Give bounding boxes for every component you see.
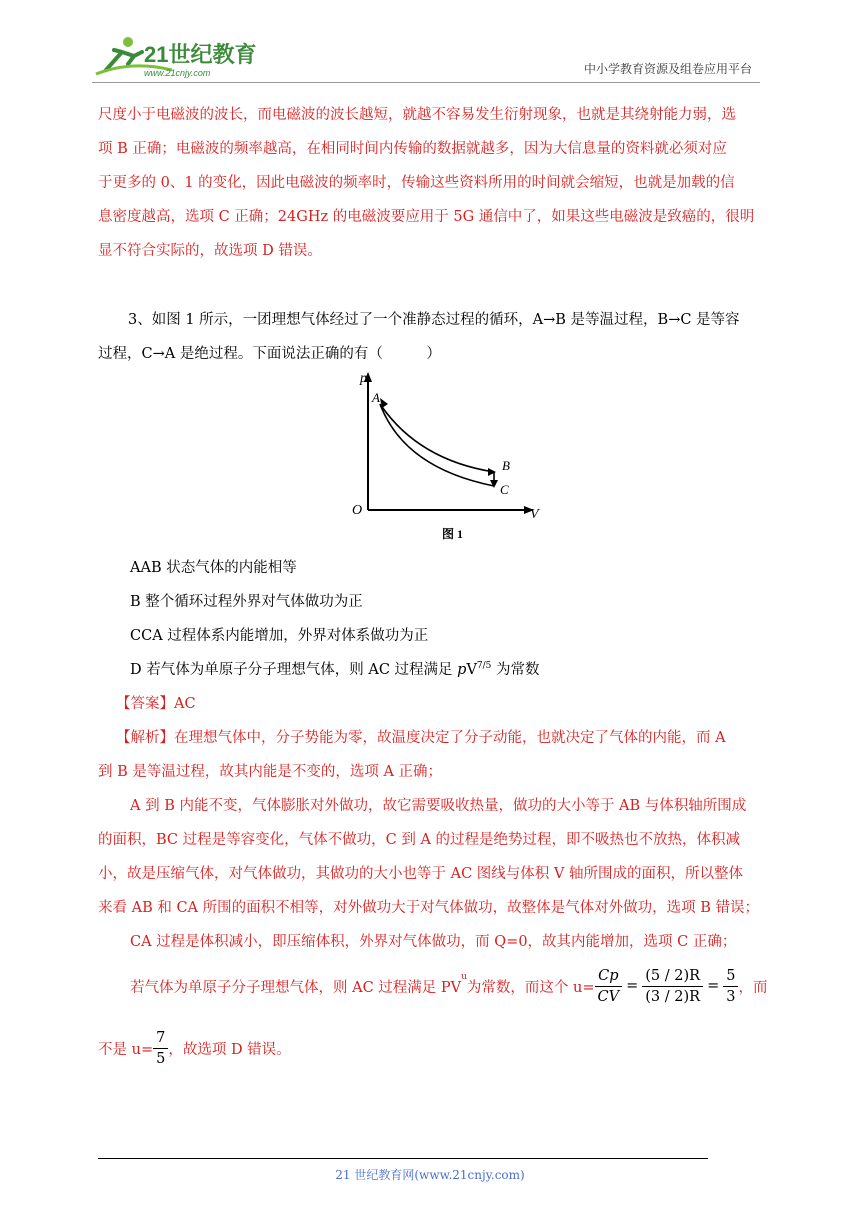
- logo-text: 21世纪教育: [144, 42, 257, 67]
- figure-caption: 图 1: [442, 527, 464, 541]
- fraction-7-5: [153, 1028, 168, 1069]
- analysis-label: 【解析】: [116, 730, 174, 746]
- frac-r-num: (5 / 2)R: [642, 966, 703, 987]
- prev-line: 尺度小于电磁波的波长，而电磁波的波长越短，就越不容易发生衍射现象，也就是其绕射能力弱，选: [98, 107, 736, 123]
- p4-prefix: 若气体为单原子分子理想气体，则 AC 过程满足 PV: [130, 979, 462, 996]
- p4-suffix: ，而: [738, 979, 768, 996]
- analysis-p5: [98, 1024, 291, 1072]
- option-d-prefix: D 若气体为单原子分子理想气体，则 AC 过程满足: [130, 662, 458, 678]
- point-b-label: B: [502, 458, 510, 473]
- footer-divider: [98, 1158, 708, 1159]
- site-logo: [92, 30, 267, 82]
- option-d: [130, 658, 540, 679]
- analysis-p2-line: 小，故是压缩气体，对气体做功，其做功的大小也等于 AC 图线与体积 V 轴所围成的面积，所以整体: [98, 866, 743, 882]
- fraction-r: [642, 966, 703, 1007]
- analysis-p4: [130, 962, 767, 1010]
- option-d-exponent: 7/5: [476, 661, 492, 672]
- frac-5b: 5: [156, 1050, 166, 1067]
- p4-mid: 为常数，而这个 u=: [466, 979, 595, 996]
- analysis-p2-line: 来看 AB 和 CA 所围的面积不相等，对外做功大于对气体做功，故整体是气体对外做功，选项 B 错误；: [98, 900, 759, 916]
- fraction-5-3: [723, 966, 738, 1007]
- prev-line: 于更多的 0、1 的变化，因此电磁波的频率时，传输这些资料所用的时间就会缩短，也就是加载的信: [98, 175, 735, 191]
- frac-r-den: (3 / 2)R: [645, 988, 701, 1005]
- option-a: AAB 状态气体的内能相等: [130, 560, 297, 576]
- question-line-1: 3、如图 1 所示，一团理想气体经过了一个准静态过程的循环，A→B 是等温过程，B→C 是等容: [128, 312, 740, 328]
- prev-line: 项 B 正确；电磁波的频率越高，在相同时间内传输的数据就越多，因为大信息量的资料就必须对应: [98, 141, 727, 157]
- header-platform-name: 中小学教育资源及组卷应用平台: [583, 62, 752, 76]
- frac-3: 3: [726, 988, 736, 1005]
- answer-value: AC: [174, 696, 196, 712]
- answer: [116, 692, 196, 713]
- logo-url: www.21cnjy.com: [144, 68, 211, 78]
- prev-line: 显不符合实际的，故选项 D 错误。: [98, 243, 322, 259]
- pv-diagram: [330, 360, 550, 550]
- equals-sign-2: =: [707, 978, 720, 994]
- header-divider: [92, 82, 760, 83]
- answer-label: 【答案】: [116, 696, 174, 712]
- prev-explanation: [98, 98, 762, 268]
- point-a-label: A: [372, 390, 380, 405]
- point-c-label: C: [500, 482, 509, 497]
- p5-suffix: ，故选项 D 错误。: [168, 1041, 291, 1058]
- analysis-line-1: [116, 726, 726, 747]
- p4-exponent: u: [461, 972, 467, 982]
- frac-cp: Cp: [595, 966, 623, 987]
- y-axis-label: p: [360, 371, 367, 386]
- origin-label: O: [352, 503, 363, 518]
- frac-5: 5: [723, 966, 738, 987]
- analysis-p1: 在理想气体中，分子势能为零，故温度决定了分子动能，也就决定了气体的内能，而 A: [174, 730, 726, 746]
- analysis-p2-line: 的面积，BC 过程是等容变化，气体不做功，C 到 A 的过程是绝势过程，即不吸热也不放热，体积减: [98, 832, 741, 848]
- analysis-p3: CA 过程是体积减小，即压缩体积，外界对气体做功，而 Q=0，故其内能增加，选项 C 正确；: [130, 934, 737, 950]
- option-d-suffix: 为常数: [491, 662, 540, 678]
- frac-cv: CV: [597, 988, 620, 1005]
- fraction-cp-cv: [595, 966, 623, 1007]
- equals-sign-1: =: [626, 978, 639, 994]
- footer-link[interactable]: 21 世纪教育网(www.21cnjy.com): [335, 1168, 525, 1182]
- prev-line: 息密度越高，选项 C 正确；24GHz 的电磁波要应用于 5G 通信中了，如果这些电磁波是致癌的，很明: [98, 209, 755, 225]
- option-d-v: V: [466, 662, 477, 678]
- analysis-p2-line: A 到 B 内能不变，气体膨胀对外做功，故它需要吸收热量，做功的大小等于 AB 与体积轴所围成: [130, 798, 747, 814]
- option-b: B 整个循环过程外界对气体做功为正: [130, 594, 363, 610]
- analysis-line-2: 到 B 是等温过程，故其内能是不变的，选项 A 正确；: [98, 764, 443, 780]
- option-c: CCA 过程体系内能增加，外界对体系做功为正: [130, 628, 429, 644]
- option-d-p: p: [457, 662, 467, 678]
- question-line-2: 过程，C→A 是绝过程。下面说法正确的有（ ）: [98, 346, 441, 362]
- x-axis-label: V: [530, 507, 539, 522]
- p5-prefix: 不是 u=: [98, 1041, 154, 1058]
- frac-7: 7: [153, 1028, 168, 1049]
